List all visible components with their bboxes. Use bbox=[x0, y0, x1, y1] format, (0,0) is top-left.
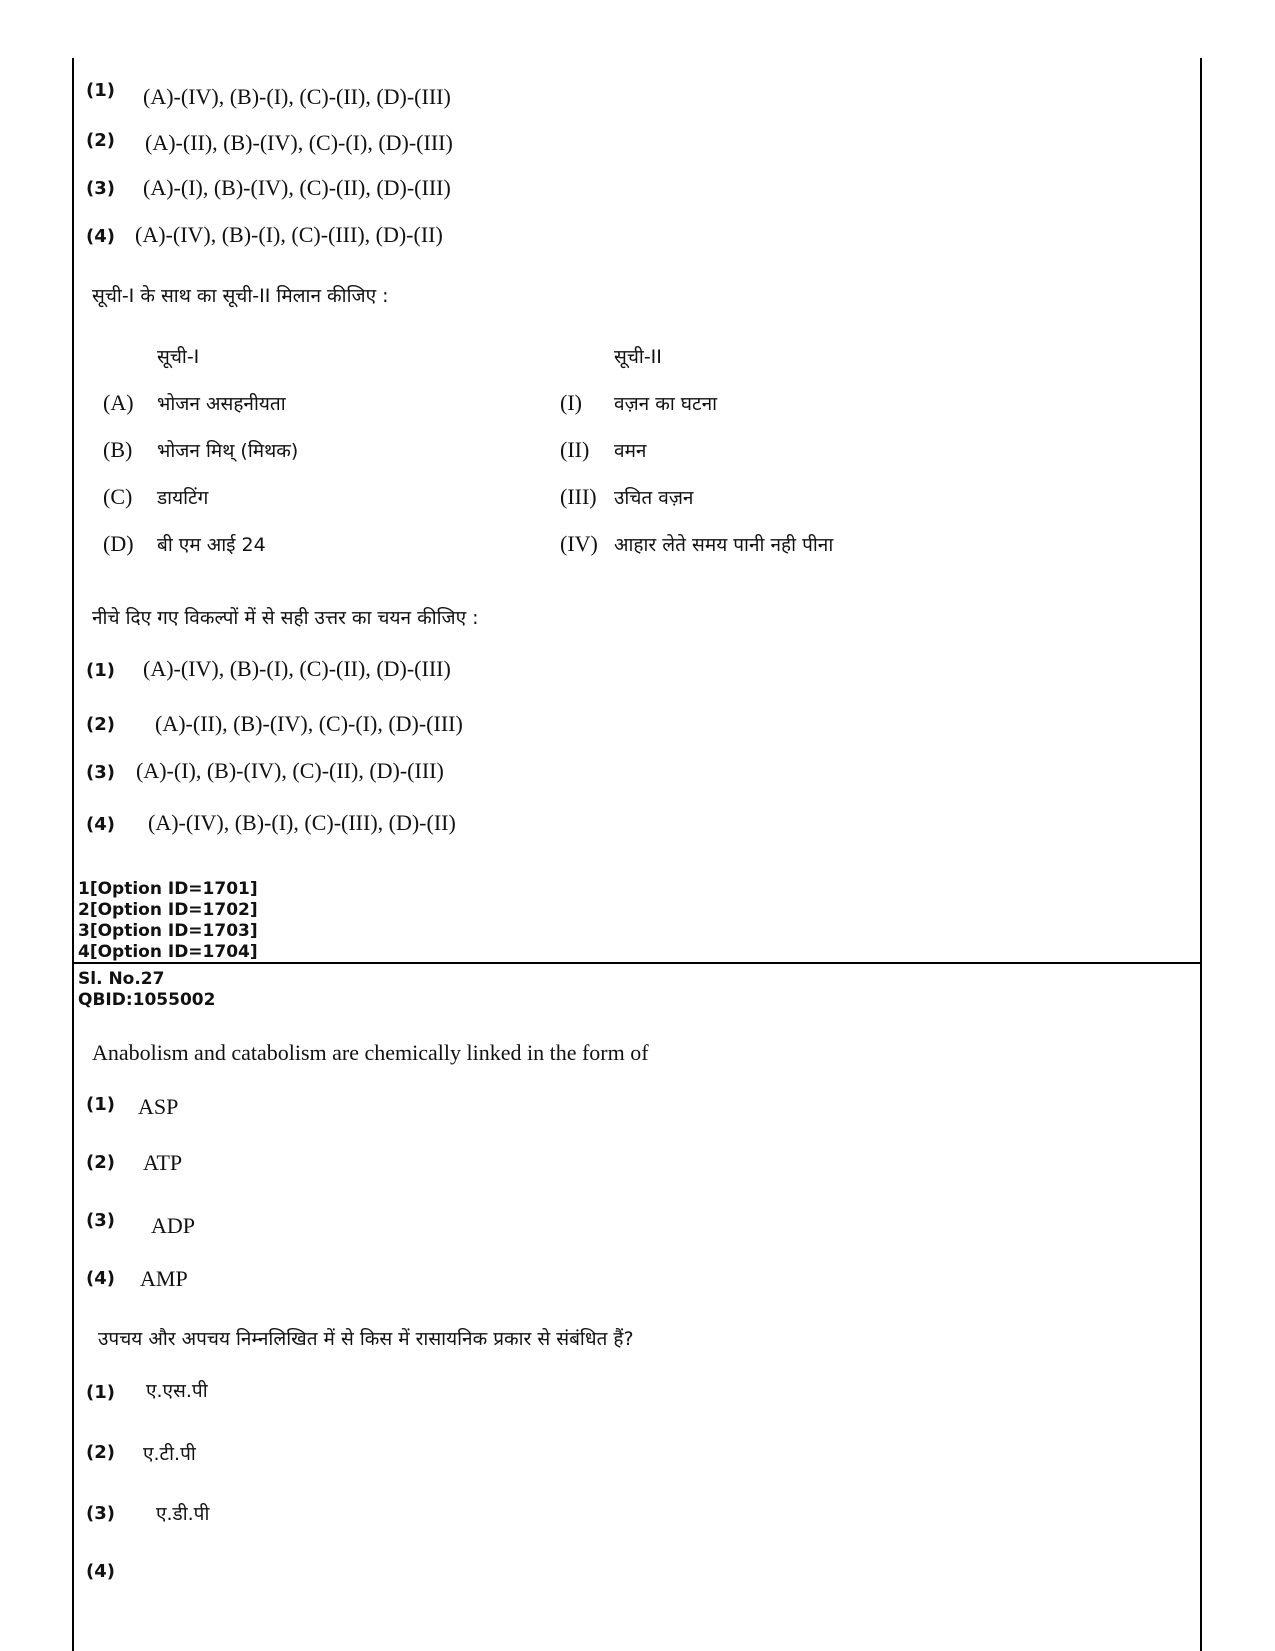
option-text: ए.एस.पी bbox=[146, 1380, 208, 1402]
option-text: ATP bbox=[143, 1150, 183, 1175]
option-text: (A)-(II), (B)-(IV), (C)-(I), (D)-(III) bbox=[155, 711, 463, 736]
list2-label: (III) bbox=[560, 484, 597, 509]
option-text: ADP bbox=[151, 1213, 196, 1238]
list2-label: (IV) bbox=[560, 531, 598, 556]
list1-header: सूची-I bbox=[157, 346, 200, 368]
option-id: 2[Option ID=1702] bbox=[78, 900, 258, 920]
option-text: (A)-(I), (B)-(IV), (C)-(II), (D)-(III) bbox=[136, 758, 444, 783]
option-text: ए.टी.पी bbox=[143, 1443, 196, 1465]
option-text: ए.डी.पी bbox=[156, 1503, 210, 1525]
list1-item: डायटिंग bbox=[157, 487, 209, 509]
option-id: 4[Option ID=1704] bbox=[78, 942, 258, 962]
option-number: (1) bbox=[86, 1382, 115, 1403]
list1-label: (D) bbox=[103, 531, 134, 556]
choose-prompt-hindi: नीचे दिए गए विकल्पों में से सही उत्तर का चयन कीजिए : bbox=[92, 607, 479, 629]
option-number: (4) bbox=[86, 1561, 115, 1582]
option-number: (3) bbox=[86, 178, 115, 199]
option-id: 3[Option ID=1703] bbox=[78, 921, 258, 941]
option-text: (A)-(IV), (B)-(I), (C)-(II), (D)-(III) bbox=[143, 656, 451, 681]
serial-number: Sl. No.27 bbox=[78, 969, 165, 989]
question-text-hi: उपचय और अपचय निम्नलिखित में से किस में रासायनिक प्रकार से संबंधित हैं? bbox=[98, 1328, 634, 1350]
list2-label: (I) bbox=[560, 390, 582, 415]
option-number: (1) bbox=[86, 660, 115, 681]
list2-item: उचित वज़न bbox=[614, 487, 694, 509]
option-number: (3) bbox=[86, 1210, 115, 1231]
list1-label: (C) bbox=[103, 484, 133, 509]
list2-header: सूची-II bbox=[614, 346, 662, 368]
list1-label: (B) bbox=[103, 437, 133, 462]
list2-label: (II) bbox=[560, 437, 590, 462]
option-number: (1) bbox=[86, 1094, 115, 1115]
list1-item: भोजन असहनीयता bbox=[157, 393, 286, 415]
option-row bbox=[86, 178, 115, 199]
option-number: (4) bbox=[86, 814, 115, 835]
option-number: (3) bbox=[86, 762, 115, 783]
option-id: 1[Option ID=1701] bbox=[78, 879, 258, 899]
option-number: (4) bbox=[86, 1268, 115, 1289]
list2-item: वमन bbox=[614, 440, 647, 462]
option-number: (2) bbox=[86, 130, 115, 151]
option-text: (A)-(IV), (B)-(I), (C)-(III), (D)-(II) bbox=[148, 810, 456, 835]
option-number: (1) bbox=[86, 80, 115, 101]
option-text: (A)-(IV), (B)-(I), (C)-(III), (D)-(II) bbox=[135, 222, 443, 247]
option-text: (A)-(II), (B)-(IV), (C)-(I), (D)-(III) bbox=[145, 130, 453, 155]
option-number: (2) bbox=[86, 1152, 115, 1173]
option-text: (A)-(I), (B)-(IV), (C)-(II), (D)-(III) bbox=[143, 175, 451, 200]
option-number: (4) bbox=[86, 226, 115, 247]
option-row bbox=[86, 80, 115, 101]
list2-item: वज़न का घटना bbox=[614, 393, 718, 415]
option-ids bbox=[78, 879, 258, 963]
list2-item: आहार लेते समय पानी नही पीना bbox=[614, 534, 834, 556]
right-border bbox=[1200, 58, 1202, 1651]
list1-label: (A) bbox=[103, 390, 134, 415]
option-number: (3) bbox=[86, 1503, 115, 1524]
option-row bbox=[86, 130, 115, 151]
option-text: ASP bbox=[138, 1094, 179, 1119]
question-header bbox=[78, 969, 215, 1011]
option-number: (2) bbox=[86, 1442, 115, 1463]
list1-item: भोजन मिथ् (मिथक) bbox=[157, 440, 299, 462]
match-prompt-hindi: सूची-I के साथ का सूची-II मिलान कीजिए : bbox=[92, 285, 389, 307]
option-text: (A)-(IV), (B)-(I), (C)-(II), (D)-(III) bbox=[143, 84, 451, 109]
question-text-en: Anabolism and catabolism are chemically linked in the form of bbox=[92, 1040, 649, 1065]
qbid: QBID:1055002 bbox=[78, 990, 216, 1010]
option-text: AMP bbox=[140, 1266, 188, 1291]
option-number: (2) bbox=[86, 714, 115, 735]
option-row bbox=[86, 226, 115, 247]
left-border bbox=[72, 58, 74, 1651]
list1-item: बी एम आई 24 bbox=[157, 534, 266, 556]
